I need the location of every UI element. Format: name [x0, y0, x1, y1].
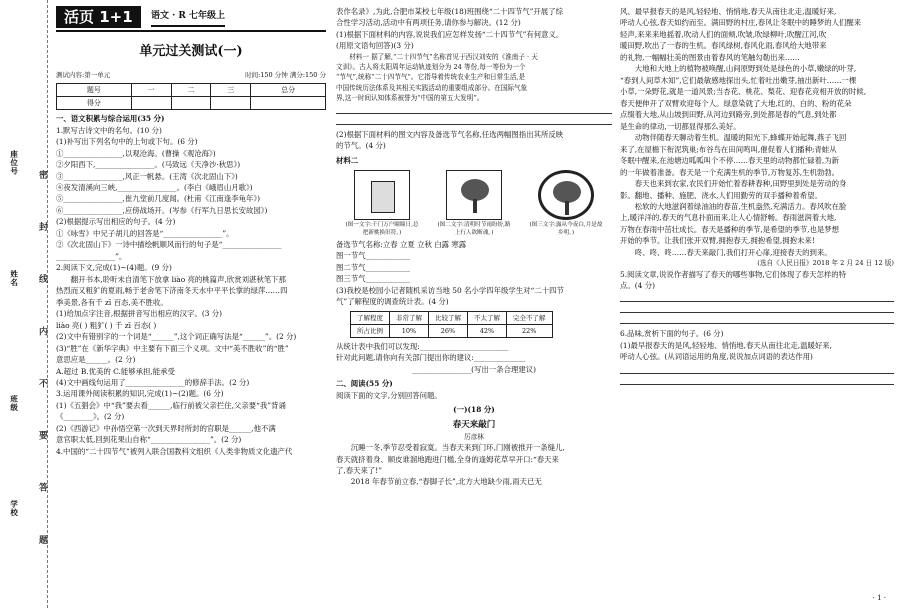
- table-row: [351, 311, 553, 324]
- passage-line: 动物伴随春天聊动着生机。温暖的阳光下,蜂蝶开始起舞,燕子飞回: [634, 133, 847, 143]
- material-line: 界,这一时间认知体系被誉为“中国的第五大发明”。: [336, 93, 484, 102]
- passage-line: 春天便伸开了双臂欢迎每个人。绿意染就了大地,红的、白的、粉的花朵: [620, 98, 852, 108]
- question-line: 的节气。(4 分): [336, 141, 386, 151]
- question-line: (3)我校是校园小记者随机采访当地 50 名小学四年级学生对“二十四节: [336, 285, 564, 295]
- passage-line: 影。翻地、播种、施肥、浇水,人们用勤劳的双手播种着希望。: [620, 190, 822, 200]
- question-line: (1)给加点字注音,根据拼音写出相应的汉字。(3 分): [56, 309, 223, 319]
- material-two-label: 材料二: [336, 155, 359, 165]
- question-line: (1)补写出下列名句中的上句或下句。(6 分): [56, 137, 198, 147]
- answer-line[interactable]: [336, 103, 612, 114]
- score-input-cell[interactable]: [251, 97, 326, 110]
- answer-line[interactable]: 从统计表中我们可以发现:________________________: [336, 341, 509, 351]
- test-meta: [56, 70, 326, 80]
- passage-line: 春天就挤着身、顺皮谁溜地跑进门槛,全身的逢姆花草早开口:“春天来: [336, 454, 559, 464]
- answer-line[interactable]: [620, 302, 894, 313]
- passage-line: 咚、咚、咚……春天来敲门,我们打开心扉,迎接春天的到来。: [634, 247, 832, 257]
- passage-line: 沉睡一冬,季节忍受着寂寞。当春天来到门环,门刚被推开一条缝儿,: [350, 443, 565, 453]
- seat-number-label: 座位号: [9, 150, 19, 176]
- question-line: (用原文语句回答)(3 分): [336, 41, 414, 51]
- series-badge: 活页 1+1: [56, 6, 141, 28]
- picture-row: [336, 170, 612, 237]
- passage-line: 点缀着大地,从山坡到田野,从河边到路旁,到处都是春的气息,到处都: [620, 110, 837, 120]
- table-cell: 得分: [57, 97, 132, 110]
- passage-line: 翻开书本,聆听未自清笔下放拿 liào 亮的桃篇声,欣赏刘湛秋笔下那: [70, 274, 286, 284]
- solar-term-options: 备选节气名称:立春 立夏 立秋 白露 寒露: [336, 239, 467, 249]
- question-line: 呼动人心弦。(从词语运用的角度,说说加点词语的表达作用): [620, 352, 813, 362]
- table-cell: 10%: [390, 324, 429, 337]
- passage-line: 松软的大地滋润着绿油油的春苗,生机盎然,充满活力。春风吹在脸: [634, 201, 847, 211]
- question-line: ②夕阳西下,________________。(马致远《天净沙·秋思》): [56, 160, 241, 170]
- class-label: 班级: [9, 395, 19, 412]
- page-header: [56, 6, 326, 28]
- passage-line: 上,暖洋洋的,春天的气息扑面而来,让人心情舒畅。春雨滋润着大地,: [620, 213, 837, 223]
- passage-line: 万物在春雨中茁壮成长。春天是播种的季节,是希望的季节,也是梦想: [620, 224, 840, 234]
- question-line: 6.品味,赏析下面的句子。(6 分): [620, 329, 724, 339]
- passage-line: 的一年做着准备。春天是一个充满生机的季节,万物复苏,生机勃勃。: [620, 167, 840, 177]
- question-line: 4.中国的“二十四节气”被列入联合国教科文组织《人类非物质文化遗产代: [56, 446, 293, 456]
- material-one: [336, 52, 612, 103]
- test-title: 单元过关测试(一): [139, 44, 243, 59]
- table-cell: 42%: [468, 324, 507, 337]
- question-line: 阅读下面的文字,分别回答问题。: [336, 390, 442, 400]
- picture-caption: (图二文字:清明时节雨纷纷,路上行人欲断魂。): [437, 222, 511, 236]
- passage-line: 小草,一朵野花,就是一道风景;当杏花、桃花、梨花、迎春花竞相开放的时候,: [620, 87, 867, 97]
- passage-line: 的礼物,一幅幅壮美的图景由着春风的笔触勾勒出来……: [620, 52, 800, 62]
- answer-line[interactable]: 图二节气____________: [336, 262, 410, 272]
- passage-line: 呼动人心弦,春天如约而至。满田野的村庄,春风让冬眠中的睡梦的人们醒来: [620, 18, 862, 28]
- passage-line: 春天也来到农家,农民们开始忙着春耕春种,田野里到处是劳动的身: [634, 179, 847, 189]
- question-line: 意官职太低,回到花果山自称“________________”。(2 分): [56, 435, 242, 445]
- passage-line: 轻声,来来来地摇着,吹动人们的面颊,吹皱,吹绿柳叶,吹醒江河,吹: [620, 29, 827, 39]
- question-line: ②《次北固山下》一诗中描绘帆顺风而行的句子是“________________: [56, 240, 282, 250]
- door-couplet-image: [354, 170, 410, 220]
- table-cell: 完全不了解: [507, 311, 553, 324]
- question-line: (1)最早报春天的是风,轻轻地、悄悄地,春天从南往北走,温暖好来,: [620, 340, 833, 350]
- passage-author: 厉彦林: [464, 432, 484, 441]
- question-line: ④夜发清溪向三峡,________________。(李白《峨眉山月歌》): [56, 183, 253, 193]
- section-one: [56, 113, 326, 457]
- question-line: 5.阅读文章,说说作者描写了春天的哪些事物,它们体现了春天怎样的特: [620, 269, 847, 279]
- question-line: (2)《西游记》中孙悟空第一次到天界时所封的官职是______,他不满: [56, 423, 276, 433]
- column-2: [336, 6, 612, 602]
- answer-line[interactable]: 针对此问题,请你向有关部门提出你的建议:______________: [336, 353, 526, 363]
- moon-scene-image: [538, 170, 594, 220]
- table-row: [57, 84, 326, 97]
- passage-source: (选自《人民日报》2018 年 2 月 24 日 12 版): [757, 259, 894, 268]
- table-cell: 比较了解: [429, 311, 468, 324]
- passage-line: 冬眠中醒来,在池塘边呱呱叫个不停……春天里的动物都忙碌着,为新: [620, 156, 840, 166]
- answer-line[interactable]: 图一节气____________: [336, 251, 410, 261]
- question-line: 点。(4 分): [620, 281, 655, 290]
- score-table: [56, 83, 326, 110]
- question-line: 《________》。(2 分): [56, 412, 125, 422]
- table-cell: 22%: [507, 324, 553, 337]
- table-cell: 非常了解: [390, 311, 429, 324]
- section-heading: 一、语文积累与综合运用(35 分): [56, 114, 165, 124]
- answer-line[interactable]: [620, 291, 894, 302]
- question-line: ①《咏雪》中兄子胡儿的回答是“________________”。: [56, 228, 234, 238]
- passage-part-label: (一)(18 分): [453, 405, 495, 415]
- answer-line[interactable]: 图三节气____________: [336, 274, 410, 284]
- question-line: 意思应是______。(2 分): [56, 355, 136, 365]
- table-cell: 一: [131, 84, 171, 97]
- question-line: ③________________,风正一帆悬。(王湾《次北固山下》): [56, 171, 238, 181]
- answer-line[interactable]: [620, 363, 894, 374]
- picture-two: [436, 170, 512, 237]
- question-line: 气”了解程度的调查统计表。(4 分): [336, 297, 449, 307]
- answer-line[interactable]: [620, 374, 894, 385]
- survey-table: [350, 311, 553, 338]
- table-cell: 总分: [251, 84, 326, 97]
- question-line: (3)“胜”在《新华字典》中主要有下面三个义项。文中“美不胜收”的“胜”: [56, 343, 289, 353]
- material-line: “节气”,统称“二十四节气”。它指导着传统农业生产和日常生活,是: [336, 73, 526, 82]
- question-line: (2)文中有错别字的一个词是“______”,这个词正确写法是“______”。(2 分): [56, 332, 297, 342]
- passage-line: 2018 年春节前立春,“春脚子长”,北方大地缺少雨,雨天已无: [350, 477, 542, 487]
- passage-title: 春天来敲门: [452, 419, 496, 430]
- table-cell: 26%: [429, 324, 468, 337]
- table-cell: 所占比例: [351, 324, 390, 337]
- question-line: 合性学习活动,活动中有两项任务,请你参与解决。(12 分): [336, 18, 521, 28]
- question-line: 1.默写古诗文中的名句。(10 分): [56, 125, 162, 135]
- question-line: 2.阅读下文,完成(1)~(4)题。(9 分): [56, 263, 172, 273]
- passage-line: 风、最早报春天的是风,轻轻地、悄悄地,春天从南往北走,温暖好来,: [620, 7, 837, 16]
- table-cell: 题号: [57, 84, 132, 97]
- picture-caption: (图三文字:露从今夜白,月是故乡明。): [529, 222, 603, 236]
- table-cell: 二: [171, 84, 211, 97]
- question-line: (1)《五猖会》中“我”要去看______,临行前被父亲拦住,父亲要“我”背诵: [56, 400, 286, 410]
- table-cell: 不太了解: [468, 311, 507, 324]
- question-line: liào 亮( ) 粗犷( ) 千 zī 百态( ): [56, 320, 157, 330]
- question-line: (1)根据下面材料的内容,说说我们应怎样发扬“二十四节气”有何意义。: [336, 29, 564, 39]
- section-heading: 二、阅读(55 分): [336, 379, 393, 389]
- question-line: ⑤________________,崔九堂前几度闻。(杜甫《江南逢李龟年》): [56, 194, 260, 204]
- table-row: [351, 324, 553, 337]
- subject-label: 语文 · R 七年级上: [151, 10, 225, 27]
- passage-line: 来了,在屋檐下衔泥筑巢;布谷鸟在田间鸣叫,催促着人们播种;青蛙从: [620, 144, 837, 154]
- question-line: A.超过 B.优美的 C.能够承担,能承受: [56, 366, 175, 376]
- passage-line: 开始的季节。让我们张开双臂,拥抱春天,拥抱希望,拥抱未来!: [620, 236, 815, 246]
- header-rule: [56, 30, 326, 32]
- table-cell: 三: [211, 84, 251, 97]
- question-line: 表作名录》,为此,合肥市某校七年级(18)班围绕“二十四节气”开展了综: [336, 7, 563, 16]
- answer-line[interactable]: ________________(写出一条合理建议): [411, 364, 537, 374]
- seal-line-text: 密 封 线 内 不 要 答 题: [36, 170, 47, 564]
- question-line: 3.运用课外阅读积累的知识,完成(1)~(2)题。(6 分): [56, 389, 224, 399]
- binding-margin: [0, 0, 48, 608]
- picture-caption: (图一文字:千门万户瞳瞳日,总把新桃换旧符。): [345, 222, 419, 236]
- answer-line[interactable]: [620, 313, 894, 324]
- question-line: (4)文中画线句运用了________________的修辞手法。(2 分): [56, 377, 250, 387]
- picture-one: [344, 170, 420, 237]
- picture-three: [528, 170, 604, 237]
- test-time: 时间:150 分钟 满分:150 分: [245, 71, 326, 80]
- question-line: ________________”。: [56, 251, 127, 261]
- test-content: 测试内容:第一单元: [56, 71, 111, 80]
- question-line: (2)根据提示写出相应的句子。(4 分): [56, 217, 176, 227]
- question-line: ⑥________________,应傍战场开。(岑参《行军九日思长安故园》): [56, 205, 268, 215]
- material-line: 中国传统历法体系及其相关实践活动的重要组成部分。在国际气象: [336, 83, 528, 92]
- passage-line: “春到人间草木知”,它们最敏感地探出头,忙着吐出嫩芽,抽出新叶……一棵: [620, 75, 857, 85]
- passage-line: 季美景,各有千 zī 百态,美不胜收。: [56, 297, 168, 307]
- question-line: ①________________,以观沧海。(曹操《观沧海》): [56, 148, 216, 158]
- page-number: · 1 ·: [872, 594, 886, 603]
- table-cell: 了解程度: [351, 311, 390, 324]
- material-line: 材料一 据了解,“二十四节气”名称首见于西汉刘安的《淮南子 · 天: [349, 52, 538, 61]
- school-label: 学校: [9, 500, 19, 517]
- score-input-cell[interactable]: [131, 97, 171, 110]
- passage-line: 是生命的律动,一切都显得那么美好。: [620, 121, 741, 131]
- score-input-cell[interactable]: [211, 97, 251, 110]
- rain-walker-image: [446, 170, 502, 220]
- column-3: [620, 6, 894, 602]
- name-label: 姓名: [9, 270, 19, 287]
- table-row: [57, 97, 326, 110]
- answer-line[interactable]: [336, 114, 612, 125]
- passage-line: 大地和大地上的植物被唤醒,山间原野到处是绿色的小草,嫩绿的叶芽,: [634, 64, 857, 74]
- passage-line: 暖田野,吹出了一春的生机。春风绿树,春风化雨,春风给大地带来: [620, 41, 827, 51]
- material-line: 文训》。古人将太阳周年运动轨迹划分为 24 等份,每一等份为一个: [336, 63, 526, 72]
- question-line: (2)根据下面材料的图文内容及备选节气名称,任选两幅图指出其所反映: [336, 129, 564, 139]
- column-1: [56, 6, 326, 602]
- passage-line: 了,春天来了!”: [336, 465, 383, 475]
- score-input-cell[interactable]: [171, 97, 211, 110]
- passage-line: 热烈而又粗犷的夏雨,畅于老舍笔下济南冬天水中平平长掌的绿萍……四: [56, 286, 288, 296]
